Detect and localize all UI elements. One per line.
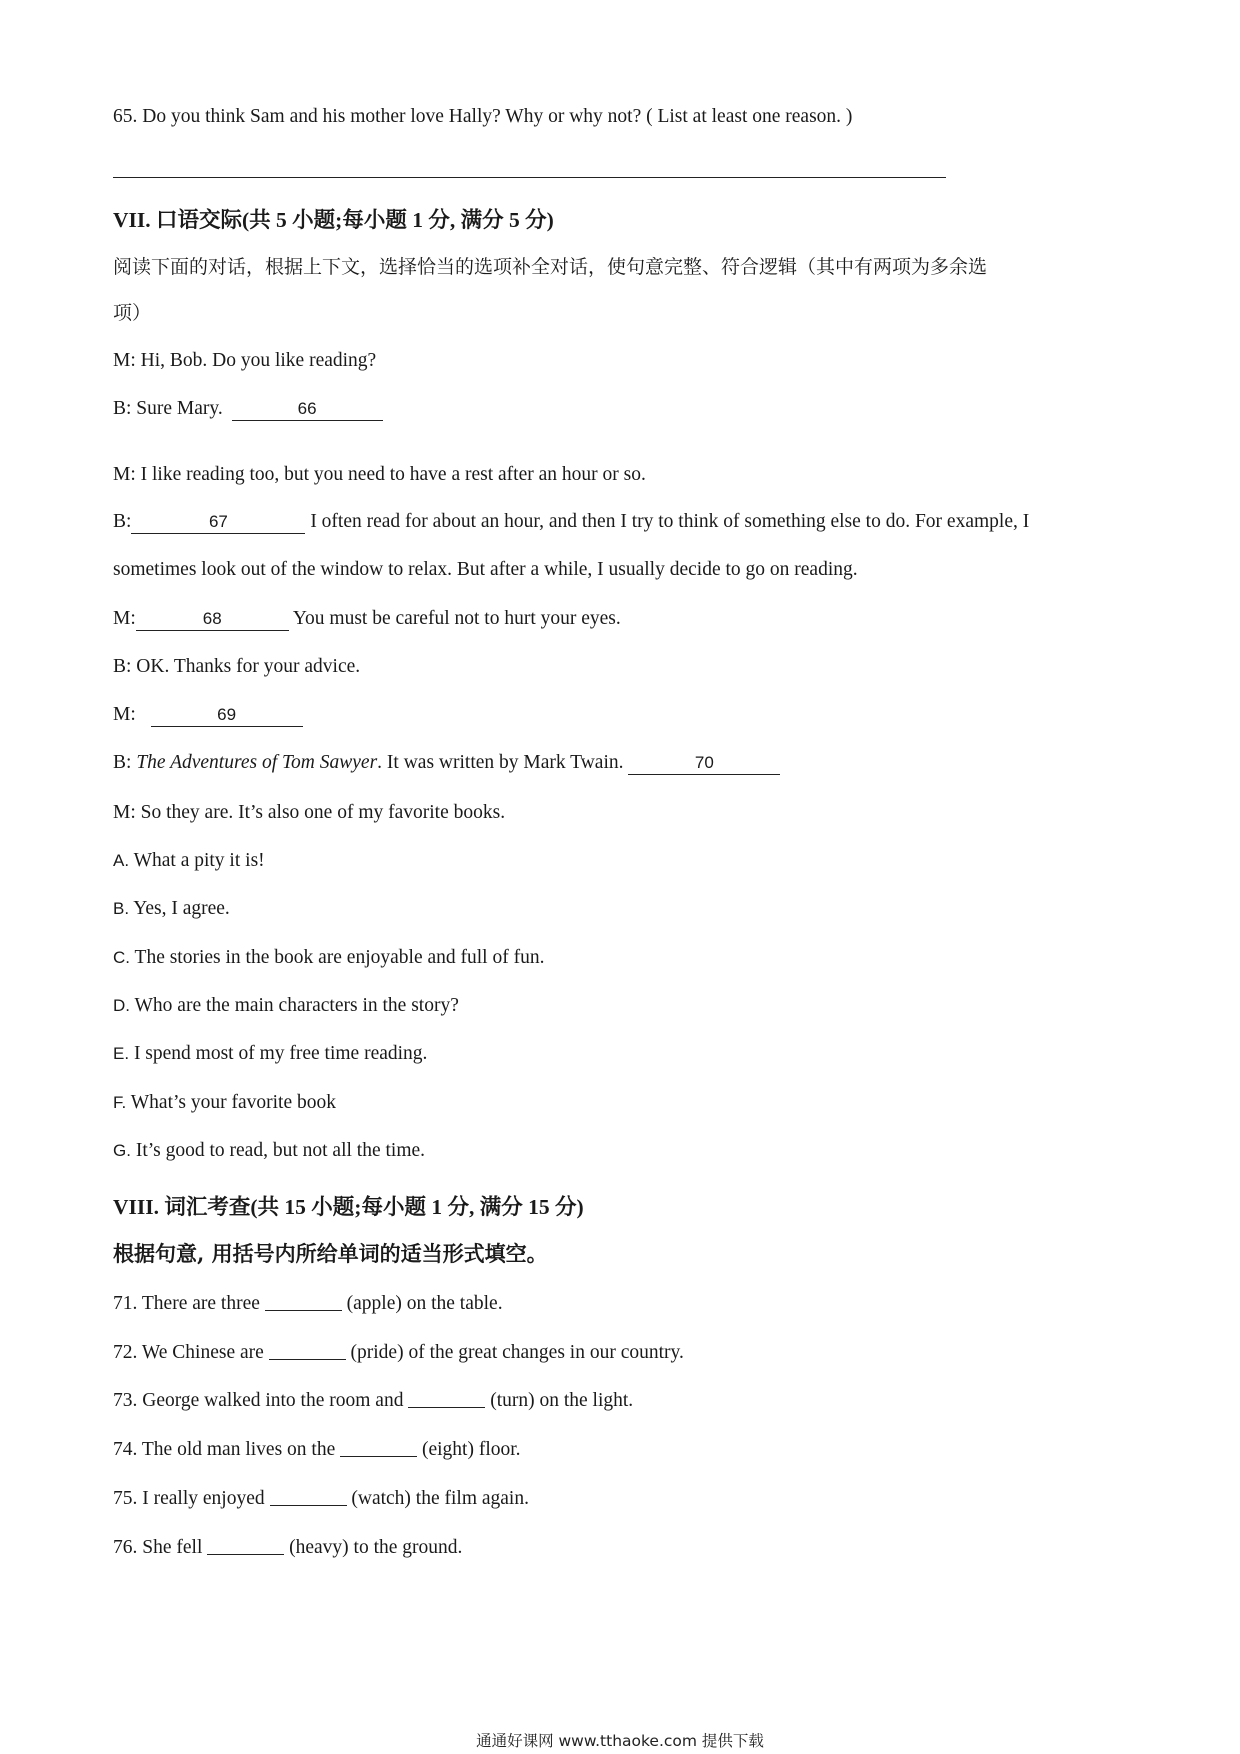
fill-blank-71[interactable] xyxy=(265,1292,342,1311)
option-letter: F. xyxy=(113,1093,127,1112)
section-7-instruction: 阅读下面的对话，根据上下文，选择恰当的选项补全对话，使句意完整、符合逻辑（其中有两项为多余选 xyxy=(113,256,988,278)
question-text: 73. George walked into the room and xyxy=(113,1390,404,1411)
option-letter: D. xyxy=(113,996,130,1015)
question-text: 75. I really enjoyed xyxy=(113,1488,265,1509)
dialogue-speaker-text: B: xyxy=(113,511,132,532)
dialogue-speaker-text: M: xyxy=(113,608,136,629)
dialogue-line-5: sometimes look out of the window to relax. But after a while, I usually decide to go on reading. xyxy=(113,559,858,580)
option-a xyxy=(113,850,265,872)
question-hint: (eight) floor. xyxy=(421,1439,521,1460)
option-g xyxy=(113,1140,425,1162)
section-8-instruction: 根据句意, 用括号内所给单词的适当形式填空。 xyxy=(113,1241,548,1266)
question-hint: (apple) on the table. xyxy=(346,1293,503,1314)
option-e xyxy=(113,1043,427,1065)
question-text: 72. We Chinese are xyxy=(113,1342,264,1363)
blank-70[interactable]: 70 xyxy=(628,752,780,775)
option-f xyxy=(113,1092,336,1114)
dialogue-text: You must be careful not to hurt your eyes. xyxy=(292,608,621,629)
dialogue-line-9 xyxy=(113,752,780,775)
question-75 xyxy=(113,1487,529,1510)
fill-blank-72[interactable] xyxy=(269,1341,346,1360)
dialogue-speaker-text: B: xyxy=(113,752,132,773)
dialogue-line-2 xyxy=(113,398,383,421)
blank-68[interactable]: 68 xyxy=(136,608,289,631)
question-74 xyxy=(113,1438,521,1461)
fill-blank-74[interactable] xyxy=(340,1438,417,1457)
option-text: The stories in the book are enjoyable and full of fun. xyxy=(134,947,545,968)
option-text: I spend most of my free time reading. xyxy=(133,1043,428,1064)
dialogue-line-6 xyxy=(113,608,621,631)
question-hint: (pride) of the great changes in our country. xyxy=(350,1342,684,1363)
option-text: What’s your favorite book xyxy=(130,1092,337,1113)
blank-67[interactable]: 67 xyxy=(131,511,305,534)
question-text: 74. The old man lives on the xyxy=(113,1439,336,1460)
option-c xyxy=(113,947,544,969)
section-8-heading: VIII. 词汇考查(共 15 小题;每小题 1 分, 满分 15 分) xyxy=(113,1195,584,1219)
option-letter: E. xyxy=(113,1044,130,1063)
question-71 xyxy=(113,1292,503,1315)
dialogue-line-10: M: So they are. It’s also one of my favorite books. xyxy=(113,802,506,823)
question-73 xyxy=(113,1389,633,1412)
question-text: 71. There are three xyxy=(113,1293,260,1314)
book-title: The Adventures of Tom Sawyer xyxy=(136,752,378,773)
question-65: 65. Do you think Sam and his mother love Hally? Why or why not? ( List at least one reason. ) xyxy=(113,106,853,127)
option-letter: G. xyxy=(113,1141,131,1160)
dialogue-speaker-text: B: Sure Mary. xyxy=(113,398,223,419)
option-text: What a pity it is! xyxy=(133,850,265,871)
option-letter: C. xyxy=(113,948,130,967)
page-footer: 通通好课网 www.tthaoke.com 提供下载 xyxy=(476,1732,764,1750)
dialogue-speaker-text: M: xyxy=(113,704,136,725)
question-76 xyxy=(113,1536,462,1559)
option-text: Yes, I agree. xyxy=(133,898,230,919)
question-hint: (heavy) to the ground. xyxy=(289,1537,463,1558)
option-d xyxy=(113,995,459,1017)
option-b xyxy=(113,898,230,920)
fill-blank-76[interactable] xyxy=(207,1536,284,1555)
question-72 xyxy=(113,1341,684,1364)
option-letter: A. xyxy=(113,851,130,870)
dialogue-line-7: B: OK. Thanks for your advice. xyxy=(113,656,361,677)
dialogue-line-3: M: I like reading too, but you need to have a rest after an hour or so. xyxy=(113,464,646,485)
fill-blank-73[interactable] xyxy=(408,1389,485,1408)
option-letter: B. xyxy=(113,899,130,918)
dialogue-line-8 xyxy=(113,704,303,727)
dialogue-line-1: M: Hi, Bob. Do you like reading? xyxy=(113,350,377,371)
blank-66[interactable]: 66 xyxy=(232,398,383,421)
question-hint: (watch) the film again. xyxy=(351,1488,529,1509)
dialogue-text: . It was written by Mark Twain. xyxy=(377,752,624,773)
dialogue-line-4 xyxy=(113,511,1029,534)
dialogue-text: I often read for about an hour, and then I try to think of something else to do. For example, I xyxy=(310,511,1030,532)
answer-line-65[interactable] xyxy=(113,177,946,178)
blank-69[interactable]: 69 xyxy=(151,704,303,727)
section-7-heading: VII. 口语交际(共 5 小题;每小题 1 分, 满分 5 分) xyxy=(113,208,554,232)
question-text: 76. She fell xyxy=(113,1537,203,1558)
question-hint: (turn) on the light. xyxy=(490,1390,634,1411)
section-7-instruction-cont: 项） xyxy=(113,302,152,324)
option-text: Who are the main characters in the story? xyxy=(134,995,459,1016)
fill-blank-75[interactable] xyxy=(270,1487,347,1506)
option-text: It’s good to read, but not all the time. xyxy=(135,1140,426,1161)
